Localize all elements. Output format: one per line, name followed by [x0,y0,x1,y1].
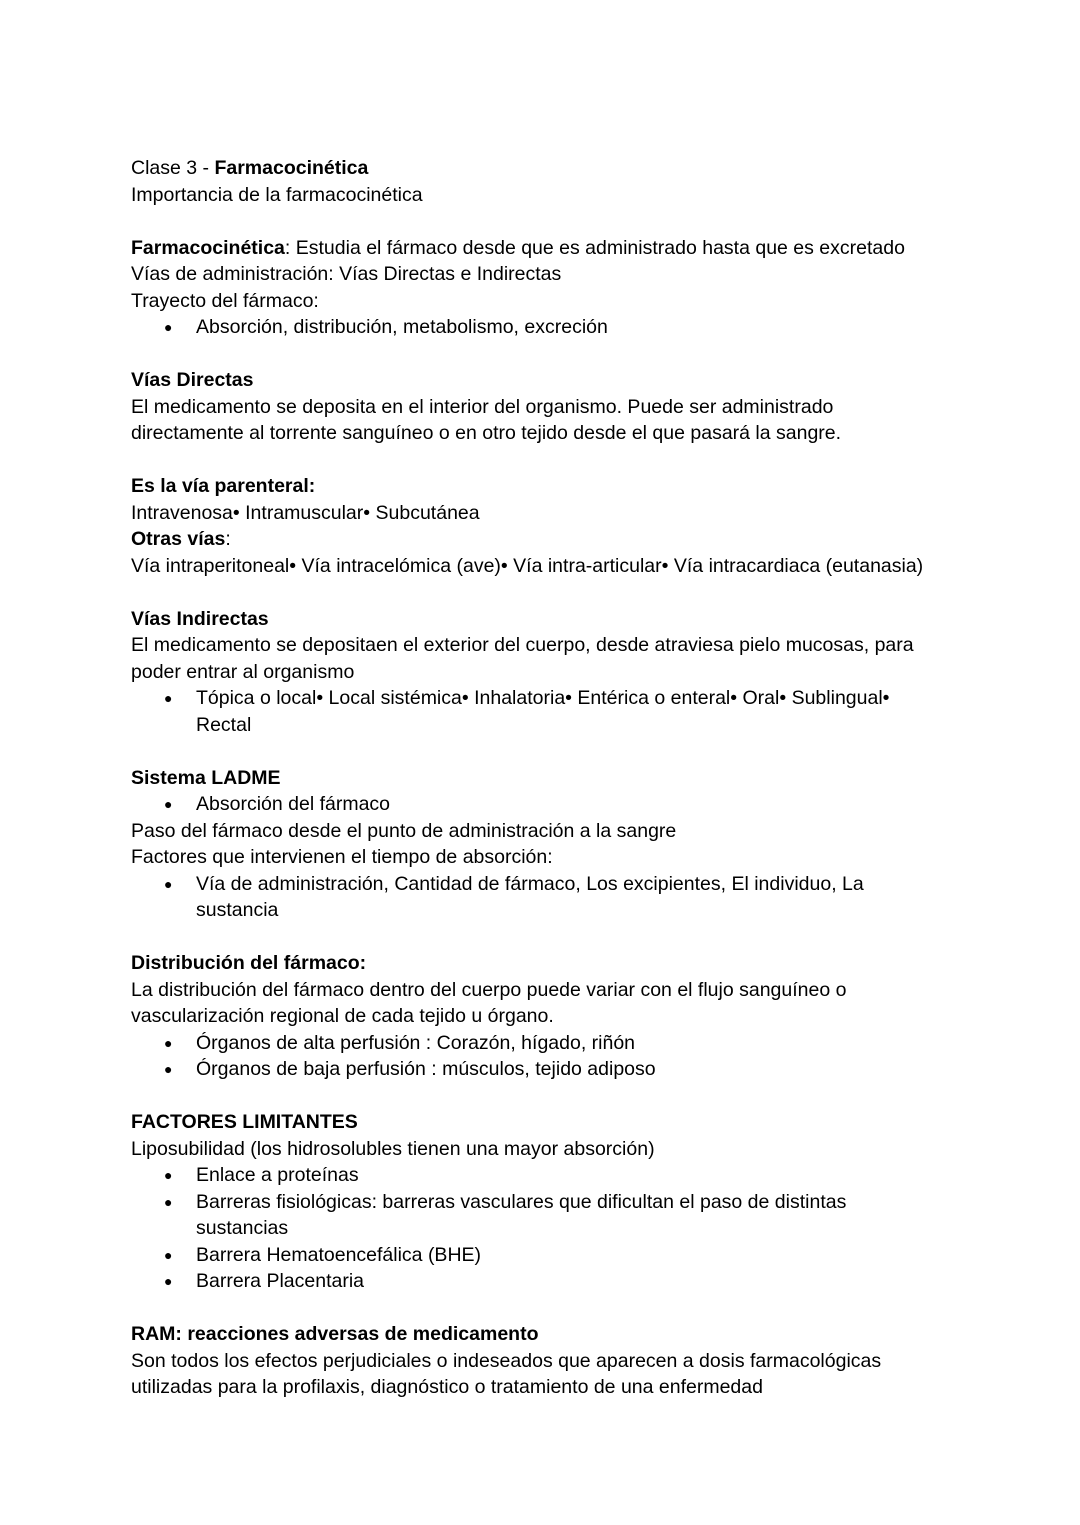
definition: Farmacocinética: Estudia el fármaco desde que es administrado hasta que es excretado [131,236,905,259]
ladme-list [131,791,961,818]
limitantes-list [131,1162,961,1295]
paragraph-line: directamente al torrente sanguíneo o en otro tejido desde el que pasará la sangre. [131,422,842,444]
list-item: ● Vía de administración, Cantidad de fármaco, Los excipientes, El individuo, La sustancia [131,871,961,924]
list-item: ● Tópica o local• Local sistémica• Inhalatoria• Entérica o enteral• Oral• Sublingual• Rectal [131,685,961,738]
paragraph-line: El medicamento se deposita en el interior del organismo. Puede ser administrado [131,395,834,418]
paragraph-line: El medicamento se depositaen el exterior del cuerpo, desde atraviesa pielo mucosas, para [131,634,914,656]
subtitle: Importancia de la farmacocinética [131,183,423,206]
trayecto-list [131,314,961,341]
indirectas-list [131,685,961,738]
list-item: ● Absorción, distribución, metabolismo, excreción [131,314,961,341]
list-item: ● Barreras fisiológicas: barreras vasculares que dificultan el paso de distintas sustancias [131,1189,961,1242]
list-item: ● Enlace a proteínas [131,1162,961,1189]
topic-title: Farmacocinética [214,157,369,179]
section-heading-parenteral: Es la vía parenteral: [131,475,316,497]
paragraph-line: Intravenosa• Intramuscular• Subcutánea [131,501,480,524]
paragraph-line: Paso del fármaco desde el punto de administración a la sangre [131,819,677,842]
paragraph-line: utilizadas para la profilaxis, diagnóstico o tratamiento de una enfermedad [131,1376,763,1398]
section-heading-limitantes: FACTORES LIMITANTES [131,1111,358,1133]
otras-vias-heading: Otras vías: [131,528,231,550]
section-heading-indirectas: Vías Indirectas [131,607,269,630]
list-item: ● Barrera Hematoencefálica (BHE) [131,1242,961,1269]
list-item: ● Absorción del fármaco [131,791,961,818]
paragraph-line: vascularización regional de cada tejido u órgano. [131,1005,554,1027]
section-heading-directas: Vías Directas [131,369,254,391]
section-heading-ram: RAM: reacciones adversas de medicamento [131,1323,539,1345]
class-title: Clase 3 - Farmacocinética [131,157,369,179]
paragraph-line: La distribución del fármaco dentro del cuerpo puede variar con el flujo sanguíneo o [131,978,847,1001]
paragraph-line: Factores que intervienen el tiempo de absorción: [131,846,553,868]
section-heading-distribucion: Distribución del fármaco: [131,952,367,974]
section-heading-ladme: Sistema LADME [131,766,281,789]
paragraph-line: Son todos los efectos perjudiciales o indeseados que aparecen a dosis farmacológicas [131,1349,882,1372]
paragraph-line: poder entrar al organismo [131,660,355,683]
factores-list [131,871,961,924]
organos-list [131,1030,961,1083]
vias-line: Vías de administración: Vías Directas e Indirectas [131,263,562,285]
list-item: ● Órganos de alta perfusión : Corazón, hígado, riñón [131,1030,961,1057]
paragraph-line: Liposubilidad (los hidrosolubles tienen una mayor absorción) [131,1137,655,1160]
list-item: ● Barrera Placentaria [131,1268,961,1295]
document-content [131,155,961,1401]
list-item: ● Órganos de baja perfusión : músculos, tejido adiposo [131,1056,961,1083]
trayecto-label: Trayecto del fármaco: [131,289,319,312]
paragraph-line: Vía intraperitoneal• Vía intracelómica (ave)• Vía intra-articular• Vía intracardiaca (eutanasia) [131,554,924,577]
